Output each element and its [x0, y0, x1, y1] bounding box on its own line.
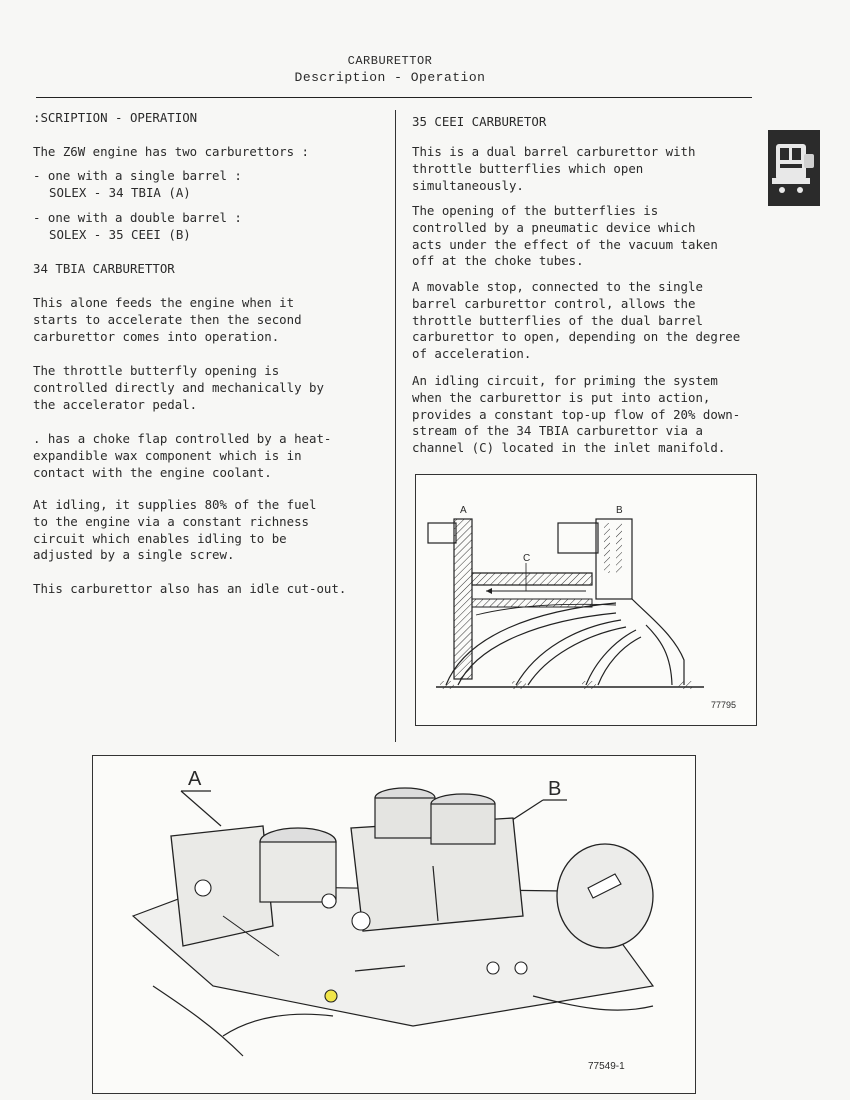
left-paragraph-4: At idling, it supplies 80% of the fuel to the engine via a constant richness circuit which enables idling to be adjusted by a single screw. [33, 497, 317, 563]
figure1-label-a: A [460, 505, 467, 516]
left-heading: :SCRIPTION - OPERATION [33, 110, 198, 125]
page-subtitle: Description - Operation [294, 70, 486, 85]
right-paragraph-4: An idling circuit, for priming the system when the carburettor is put into action, provides a constant top-up flow of 20% down- stream of the 34 TBIA carburettor via a channel (C) located in the inlet manifold. [412, 373, 741, 456]
figure2-label-b: B [548, 778, 562, 800]
inlet-manifold-diagram [415, 474, 757, 726]
figure1-number: 77795 [711, 700, 737, 710]
carburettor-assembly-illustration [92, 755, 696, 1094]
page-title: CARBURETTOR [347, 54, 433, 68]
item2-line2: SOLEX - 35 CEEI (B) [49, 227, 191, 242]
left-paragraph-1: This alone feeds the engine when it starts to accelerate then the second carburettor comes into operation. [33, 295, 302, 344]
item2-line1: - one with a double barrel : [33, 210, 242, 225]
item1-line1: - one with a single barrel : [33, 168, 242, 183]
header-rule [36, 97, 752, 98]
figure1-label-c: C [523, 553, 531, 564]
figure2-number: 77549-1 [588, 1061, 625, 1072]
left-paragraph-3: . has a choke flap controlled by a heat- expandible wax component which is in contact with the engine coolant. [33, 431, 332, 480]
right-paragraph-3: A movable stop, connected to the single barrel carburettor control, allows the throttle butterflies of the dual barrel carburettor to open, depending on the degree of acceleration. [412, 279, 741, 362]
item1-line2: SOLEX - 34 TBIA (A) [49, 185, 191, 200]
column-divider [395, 110, 396, 742]
right-section-title: 35 CEEI CARBURETOR [412, 114, 547, 129]
left-paragraph-2: The throttle butterfly opening is controlled directly and mechanically by the accelerator pedal. [33, 363, 324, 412]
left-section-title: 34 TBIA CARBURETTOR [33, 261, 175, 276]
left-intro: The Z6W engine has two carburettors : [33, 144, 310, 159]
figure2-label-a: A [188, 768, 202, 790]
left-paragraph-5: This carburettor also has an idle cut-out. [33, 581, 347, 596]
right-paragraph-2: The opening of the butterflies is controlled by a pneumatic device which acts under the effect of the vacuum taken off at the choke tubes. [412, 203, 718, 269]
figure1-label-b: B [616, 505, 623, 516]
right-paragraph-1: This is a dual barrel carburettor with throttle butterflies which open simultaneously. [412, 144, 696, 193]
carburettor-tab-icon [768, 130, 820, 206]
